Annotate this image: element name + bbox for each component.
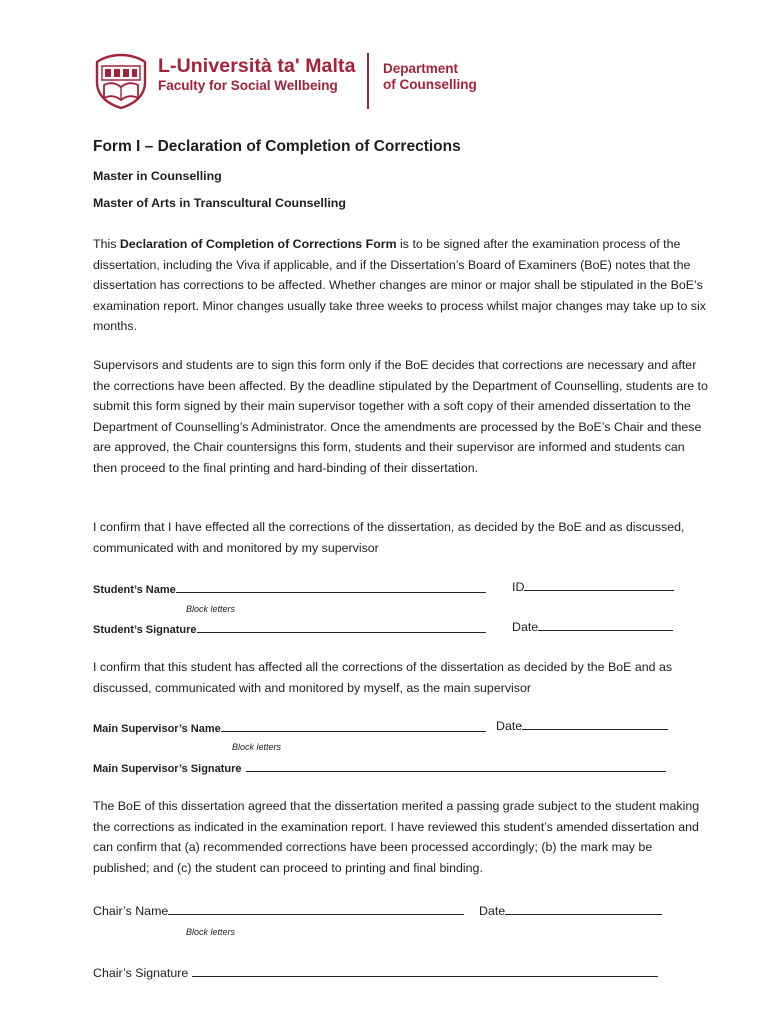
- student-name-label: Student’s Name: [93, 584, 176, 596]
- supervisor-name-field[interactable]: [93, 721, 486, 735]
- supervisor-confirmation-paragraph: [93, 657, 713, 698]
- student-date-line[interactable]: [538, 620, 673, 631]
- chair-name-line[interactable]: [168, 904, 464, 915]
- instructions-text: Supervisors and students are to sign this form only if the BoE decides that corrections are necessary and after the corrections have been affected. By the deadline stipulated by the Department of Counselling, students are to submit this form signed by their main supervisor together with a soft copy of their amended dissertation to the Department of Counselling’s Administrator. Once the amendments are processed by the BoE’s Chair and these are approved, the Chair countersigns this form, students and their supervisor are informed and students can then proceed to the final printing and hard-binding of their dissertation.: [93, 358, 708, 475]
- programme-title-1: Master in Counselling: [93, 169, 222, 183]
- chair-name-field[interactable]: [93, 904, 464, 918]
- student-name-field[interactable]: [93, 582, 486, 596]
- chair-name-label: Chair’s Name: [93, 904, 169, 918]
- student-signature-label: Student’s Signature: [93, 624, 197, 636]
- faculty-name: Faculty for Social Wellbeing: [158, 78, 338, 93]
- chair-signature-label: Chair’s Signature: [93, 966, 189, 980]
- university-crest-logo: [92, 52, 150, 110]
- supervisor-name-line[interactable]: [221, 721, 486, 732]
- supervisor-name-label: Main Supervisor’s Name: [93, 723, 221, 735]
- chair-name-hint: Block letters: [186, 927, 236, 937]
- supervisor-date-label: Date: [496, 719, 523, 733]
- boe-statement-text: The BoE of this dissertation agreed that the dissertation merited a passing grade subject to the student making the corrections as indicated in the examination report. I have reviewed this student’s amended dissertation and can confirm that (a) recommended corrections have been processed accordingly; (b) the mark may be published; and (c) the student can proceed to printing and final binding.: [93, 799, 700, 875]
- student-signature-line[interactable]: [197, 622, 486, 633]
- form-title: Form I – Declaration of Completion of Corrections: [93, 138, 461, 155]
- supervisor-name-hint: Block letters: [232, 742, 282, 752]
- department-name-line2: of Counselling: [383, 77, 477, 92]
- student-name-hint: Block letters: [186, 604, 236, 614]
- supervisor-date-field[interactable]: [496, 719, 668, 733]
- header-divider: [367, 53, 369, 109]
- intro-form-name: Declaration of Completion of Corrections Form: [119, 237, 397, 251]
- chair-date-line[interactable]: [505, 904, 662, 915]
- supervisor-date-line[interactable]: [522, 719, 668, 730]
- chair-signature-line[interactable]: [192, 966, 658, 977]
- chair-date-label: Date: [479, 904, 506, 918]
- department-name-line1: Department: [383, 61, 459, 76]
- instructions-paragraph: [93, 355, 708, 479]
- chair-date-field[interactable]: [479, 904, 662, 918]
- intro-prefix: This: [93, 237, 120, 251]
- boe-statement-paragraph: [93, 796, 705, 878]
- student-date-label: Date: [512, 620, 539, 634]
- student-date-field[interactable]: [512, 620, 673, 634]
- chair-signature-field[interactable]: [93, 966, 658, 980]
- supervisor-confirmation-text: I confirm that this student has affected all the corrections of the dissertation as decided by the BoE and as discussed, communicated with and monitored by myself, as the main supervisor: [93, 660, 673, 695]
- student-signature-field[interactable]: [93, 622, 486, 636]
- intro-rest: is to be signed after the examination process of the dissertation, including the Viva if applicable, and if the Dissertation’s Board of Examiners (BoE) notes that the dissertation has corrections to be affected. Whether changes are minor or major shall be stipulated in the BoE’s examination report. Minor changes usually take three weeks to process whilst major changes may take up to six months.: [93, 237, 706, 334]
- programme-title-2: Master of Arts in Transcultural Counselling: [93, 196, 346, 210]
- intro-paragraph: [93, 234, 708, 337]
- supervisor-signature-line[interactable]: [246, 761, 666, 772]
- student-confirmation-paragraph: [93, 517, 708, 558]
- student-name-line[interactable]: [176, 582, 486, 593]
- student-id-label: ID: [512, 580, 525, 594]
- student-confirmation-text: I confirm that I have effected all the corrections of the dissertation, as decided by the BoE and as discussed, communicated with and monitored by my supervisor: [93, 520, 685, 555]
- supervisor-signature-label: Main Supervisor’s Signature: [93, 763, 242, 775]
- student-id-line[interactable]: [524, 580, 674, 591]
- student-id-field[interactable]: [512, 580, 674, 594]
- supervisor-signature-field[interactable]: [93, 761, 666, 775]
- university-name: L-Università ta' Malta: [158, 55, 356, 77]
